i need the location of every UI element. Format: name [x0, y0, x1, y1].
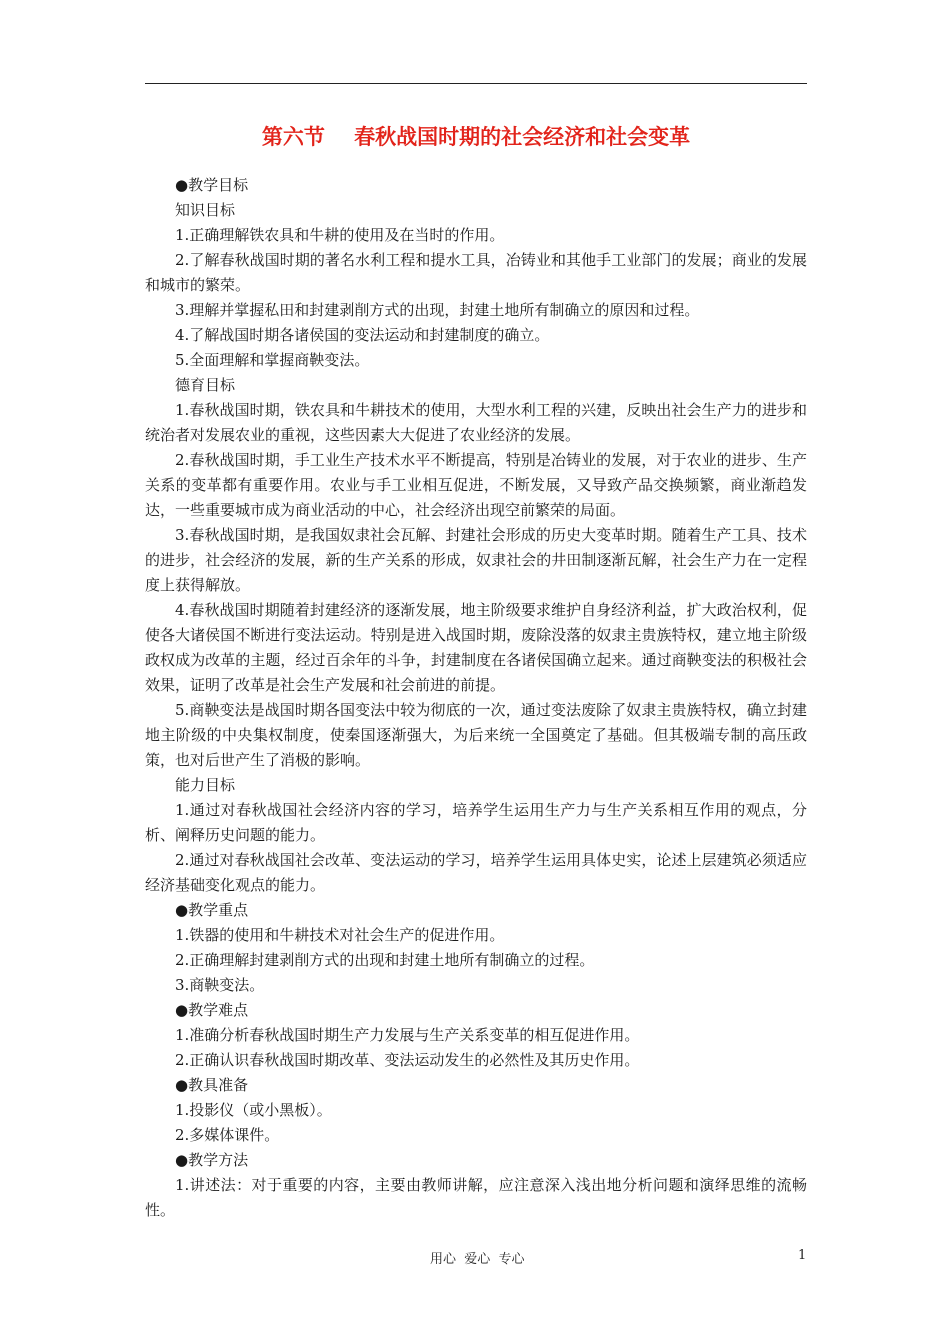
header-rule	[145, 83, 807, 84]
paragraph: 5.商鞅变法是战国时期各国变法中较为彻底的一次，通过变法废除了奴隶主贵族特权，确立封建地主阶级的中央集权制度，使秦国逐渐强大，为后来统一全国奠定了基础。但其极端专制的高压政策，也对后世产生了消极的影响。	[145, 701, 807, 769]
paragraph: 2.春秋战国时期，手工业生产技术水平不断提高，特别是冶铸业的发展，对于农业的进步、生产关系的变革都有重要作用。农业与手工业相互促进，不断发展，又导致产品交换频繁，商业渐趋发达，一些重要城市成为商业活动的中心，社会经济出现空前繁荣的局面。	[145, 451, 807, 519]
paragraph: 3.理解并掌握私田和封建剥削方式的出现，封建土地所有制确立的原因和过程。	[175, 301, 700, 319]
subsection-heading: 知识目标	[175, 201, 236, 219]
section-heading: ●教具准备	[175, 1076, 249, 1094]
paragraph: 3.商鞅变法。	[175, 976, 265, 994]
paragraph: 1.通过对春秋战国社会经济内容的学习，培养学生运用生产力与生产关系相互作用的观点，分析、阐释历史问题的能力。	[145, 801, 807, 844]
section-heading: ●教学难点	[175, 1001, 249, 1019]
paragraph: 1.准确分析春秋战国时期生产力发展与生产关系变革的相互促进作用。	[175, 1026, 640, 1044]
paragraph: 1.春秋战国时期，铁农具和牛耕技术的使用，大型水利工程的兴建，反映出社会生产力的进步和统治者对发展农业的重视，这些因素大大促进了农业经济的发展。	[145, 401, 807, 444]
paragraph: 4.春秋战国时期随着封建经济的逐渐发展，地主阶级要求维护自身经济利益，扩大政治权利，促使各大诸侯国不断进行变法运动。特别是进入战国时期，废除没落的奴隶主贵族特权，建立地主阶级政权成为改革的主题，经过百余年的斗争，封建制度在各诸侯国确立起来。通过商鞅变法的积极社会效果，证明了改革是社会生产发展和社会前进的前提。	[145, 601, 807, 694]
paragraph: 4.了解战国时期各诸侯国的变法运动和封建制度的确立。	[175, 326, 550, 344]
subsection-heading: 能力目标	[175, 776, 236, 794]
paragraph: 1.正确理解铁农具和牛耕的使用及在当时的作用。	[175, 226, 505, 244]
document-body	[145, 173, 807, 1223]
paragraph: 2.正确认识春秋战国时期改革、变法运动发生的必然性及其历史作用。	[175, 1051, 640, 1069]
subsection-heading: 德育目标	[175, 376, 236, 394]
paragraph: 2.正确理解封建剥削方式的出现和封建土地所有制确立的过程。	[175, 951, 595, 969]
paragraph: 3.春秋战国时期，是我国奴隶社会瓦解、封建社会形成的历史大变革时期。随着生产工具、技术的进步，社会经济的发展，新的生产关系的形成，奴隶社会的井田制逐渐瓦解，社会生产力在一定程度上获得解放。	[145, 526, 807, 594]
paragraph: 1.投影仪（或小黑板）。	[175, 1101, 332, 1119]
section-heading: ●教学方法	[175, 1151, 249, 1169]
paragraph: 2.通过对春秋战国社会改革、变法运动的学习，培养学生运用具体史实，论述上层建筑必须适应经济基础变化观点的能力。	[145, 851, 807, 894]
paragraph: 1.铁器的使用和牛耕技术对社会生产的促进作用。	[175, 926, 505, 944]
paragraph: 5.全面理解和掌握商鞅变法。	[175, 351, 370, 369]
paragraph: 1.讲述法：对于重要的内容，主要由教师讲解，应注意深入浅出地分析问题和演绎思维的流畅性。	[145, 1176, 807, 1219]
page-number: 1	[798, 1248, 807, 1263]
footer-motto: 用心 爱心 专心	[430, 1252, 525, 1267]
section-heading: ●教学目标	[175, 176, 249, 194]
section-heading: ●教学重点	[175, 901, 249, 919]
page-title: 第六节 春秋战国时期的社会经济和社会变革	[261, 124, 691, 149]
paragraph: 2.了解春秋战国时期的著名水利工程和提水工具，冶铸业和其他手工业部门的发展；商业的发展和城市的繁荣。	[145, 251, 807, 294]
paragraph: 2.多媒体课件。	[175, 1126, 280, 1144]
